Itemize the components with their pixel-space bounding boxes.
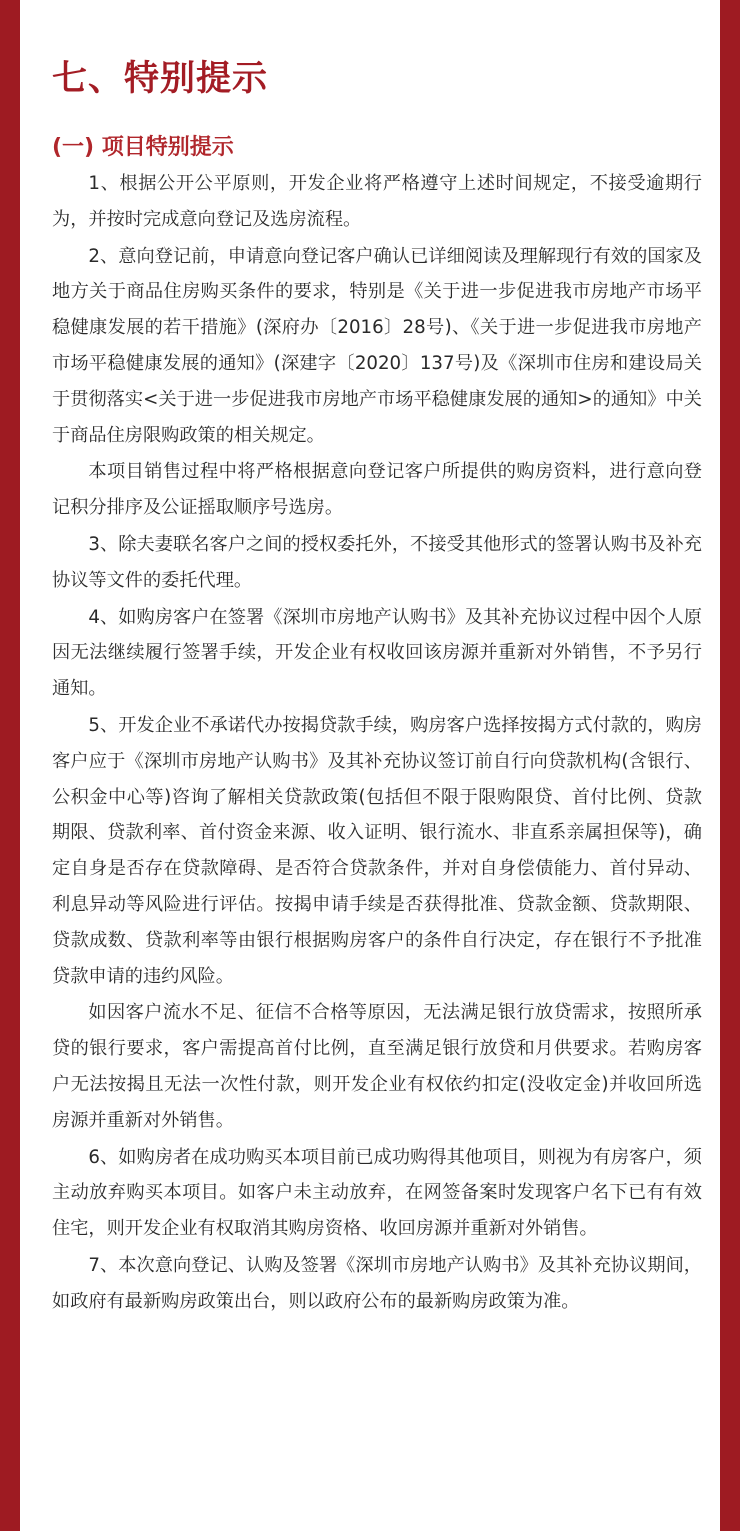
- section-title: 七、特别提示: [52, 59, 269, 99]
- subsection-title: (一) 项目特别提示: [52, 135, 234, 160]
- paragraph-item-1: 1、根据公开公平原则，开发企业将严格遵守上述时间规定，不接受逾期行为，并按时完成意向登记及选房流程。: [52, 173, 702, 230]
- paragraph-item-5: 5、开发企业不承诺代办按揭贷款手续，购房客户选择按揭方式付款的，购房客户应于《深圳市房地产认购书》及其补充协议签订前自行向贷款机构(含银行、公积金中心等)咨询了解相关贷款政策(包括但不限于限购限贷、首付比例、贷款期限、贷款利率、首付资金来源、收入证明、银行流水、非直系亲属担保等)，确定自身是否存在贷款障碍、是否符合贷款条件，并对自身偿债能力、首付异动、利息异动等风险进行评估。按揭申请手续是否获得批准、贷款金额、贷款期限、贷款成数、贷款利率等由银行根据购房客户的条件自行决定，存在银行不予批准贷款申请的违约风险。: [52, 714, 702, 987]
- paragraph-item-6: 6、如购房者在成功购买本项目前已成功购得其他项目，则视为有房客户，须主动放弃购买本项目。如客户未主动放弃，在网签备案时发现客户名下已有有效住宅，则开发企业有权取消其购房资格、收回房源并重新对外销售。: [52, 1146, 702, 1240]
- paragraph-item-4: 4、如购房客户在签署《深圳市房地产认购书》及其补充协议过程中因个人原因无法继续履行签署手续，开发企业有权收回该房源并重新对外销售，不予另行通知。: [52, 606, 702, 700]
- paragraph-item-7: 7、本次意向登记、认购及签署《深圳市房地产认购书》及其补充协议期间，如政府有最新购房政策出台，则以政府公布的最新购房政策为准。: [52, 1254, 702, 1312]
- paragraph-sales-process: 本项目销售过程中将严格根据意向登记客户所提供的购房资料，进行意向登记积分排序及公证摇取顺序号选房。: [52, 461, 702, 519]
- right-border: [720, 0, 740, 1531]
- left-border: [0, 0, 20, 1531]
- document-content: [52, 0, 702, 1320]
- paragraph-item-3: 3、除夫妻联名客户之间的授权委托外，不接受其他形式的签署认购书及补充协议等文件的委托代理。: [52, 533, 702, 591]
- paragraph-item-2: 2、意向登记前，申请意向登记客户确认已详细阅读及理解现行有效的国家及地方关于商品住房购买条件的要求，特别是《关于进一步促进我市房地产市场平稳健康发展的若干措施》(深府办〔2016〕28号)、《关于进一步促进我市房地产市场平稳健康发展的通知》(深建字〔2020〕137号)及《深圳市住房和建设局关于贯彻落实<关于进一步促进我市房地产市场平稳健康发展的通知>的通知》中关于商品住房限购政策的相关规定。: [52, 245, 702, 446]
- paragraph-loan-risk: 如因客户流水不足、征信不合格等原因，无法满足银行放贷需求，按照所承贷的银行要求，客户需提高首付比例，直至满足银行放贷和月供要求。若购房客户无法按揭且无法一次性付款，则开发企业有权依约扣定(没收定金)并收回所选房源并重新对外销售。: [52, 1002, 702, 1131]
